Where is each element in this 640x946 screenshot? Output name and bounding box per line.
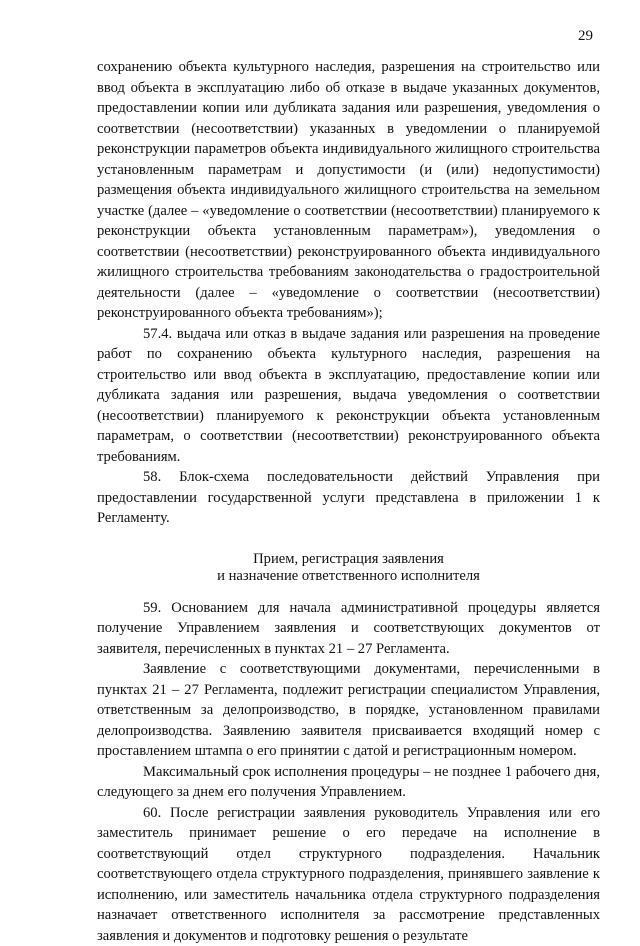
- paragraph-58: 58. Блок-схема последовательности действий Управления при предоставлении государственной услуги представлена в приложении 1 к Регламенту.: [97, 467, 600, 529]
- section-heading: [97, 551, 600, 585]
- paragraph-60: 60. После регистрации заявления руководитель Управления или его заместитель принимает решение о его передаче на исполнение в соответствующий отдел структурного подразделения. Начальник соответствующего отдела структурного подразделения, принявшего заявление к исполнению, или заместитель начальника отдела структурного подразделения назначает ответственного исполнителя за рассмотрение представленных заявления и документов и подготовку решения о результате: [97, 803, 600, 946]
- document-body: [97, 57, 600, 946]
- paragraph-max-term: Максимальный срок исполнения процедуры – не позднее 1 рабочего дня, следующего за днем его получения Управлением.: [97, 762, 600, 803]
- paragraph-59: 59. Основанием для начала административной процедуры является получение Управлением заявления и соответствующих документов от заявителя, перечисленных в пунктах 21 – 27 Регламента.: [97, 598, 600, 660]
- section-heading-line-1: Прием, регистрация заявления: [97, 551, 600, 568]
- section-heading-line-2: и назначение ответственного исполнителя: [97, 568, 600, 585]
- page-number: 29: [578, 27, 593, 45]
- paragraph-registration: Заявление с соответствующими документами, перечисленными в пунктах 21 – 27 Регламента, подлежит регистрации специалистом Управления, ответственным за делопроизводство, в порядке, установленном правилами делопроизводства. Заявлению заявителя присваивается входящий номер с проставлением штампа о его принятии с датой и регистрационным номером.: [97, 659, 600, 762]
- paragraph-continuation: сохранению объекта культурного наследия, разрешения на строительство или ввод объекта в эксплуатацию либо об отказе в выдаче указанных документов, предоставлении копии или дубликата задания или разрешения, уведомления о соответствии (несоответствии) указанных в уведомлении о планируемой реконструкции параметров объекта индивидуального жилищного строительства установленным параметрам и допустимости (и (или) недопустимости) размещения объекта индивидуального жилищного строительства на земельном участке (далее – «уведомление о соответствии (несоответствии) планируемого к реконструкции объекта установленным параметрам»), уведомления о соответствии (несоответствии) реконструированного объекта индивидуального жилищного строительства требованиям законодательства о градостроительной деятельности (далее – «уведомление о соответствии (несоответствии) реконструированного объекта требованиям»);: [97, 57, 600, 324]
- paragraph-57-4: 57.4. выдача или отказ в выдаче задания или разрешения на проведение работ по сохранению объекта культурного наследия, разрешения на строительство или ввод объекта в эксплуатацию, предоставление копии или дубликата задания или разрешения, выдача уведомления о соответствии (несоответствии) планируемого к реконструкции объекта установленным параметрам, о соответствии (несоответствии) реконструированного объекта требованиям.: [97, 324, 600, 468]
